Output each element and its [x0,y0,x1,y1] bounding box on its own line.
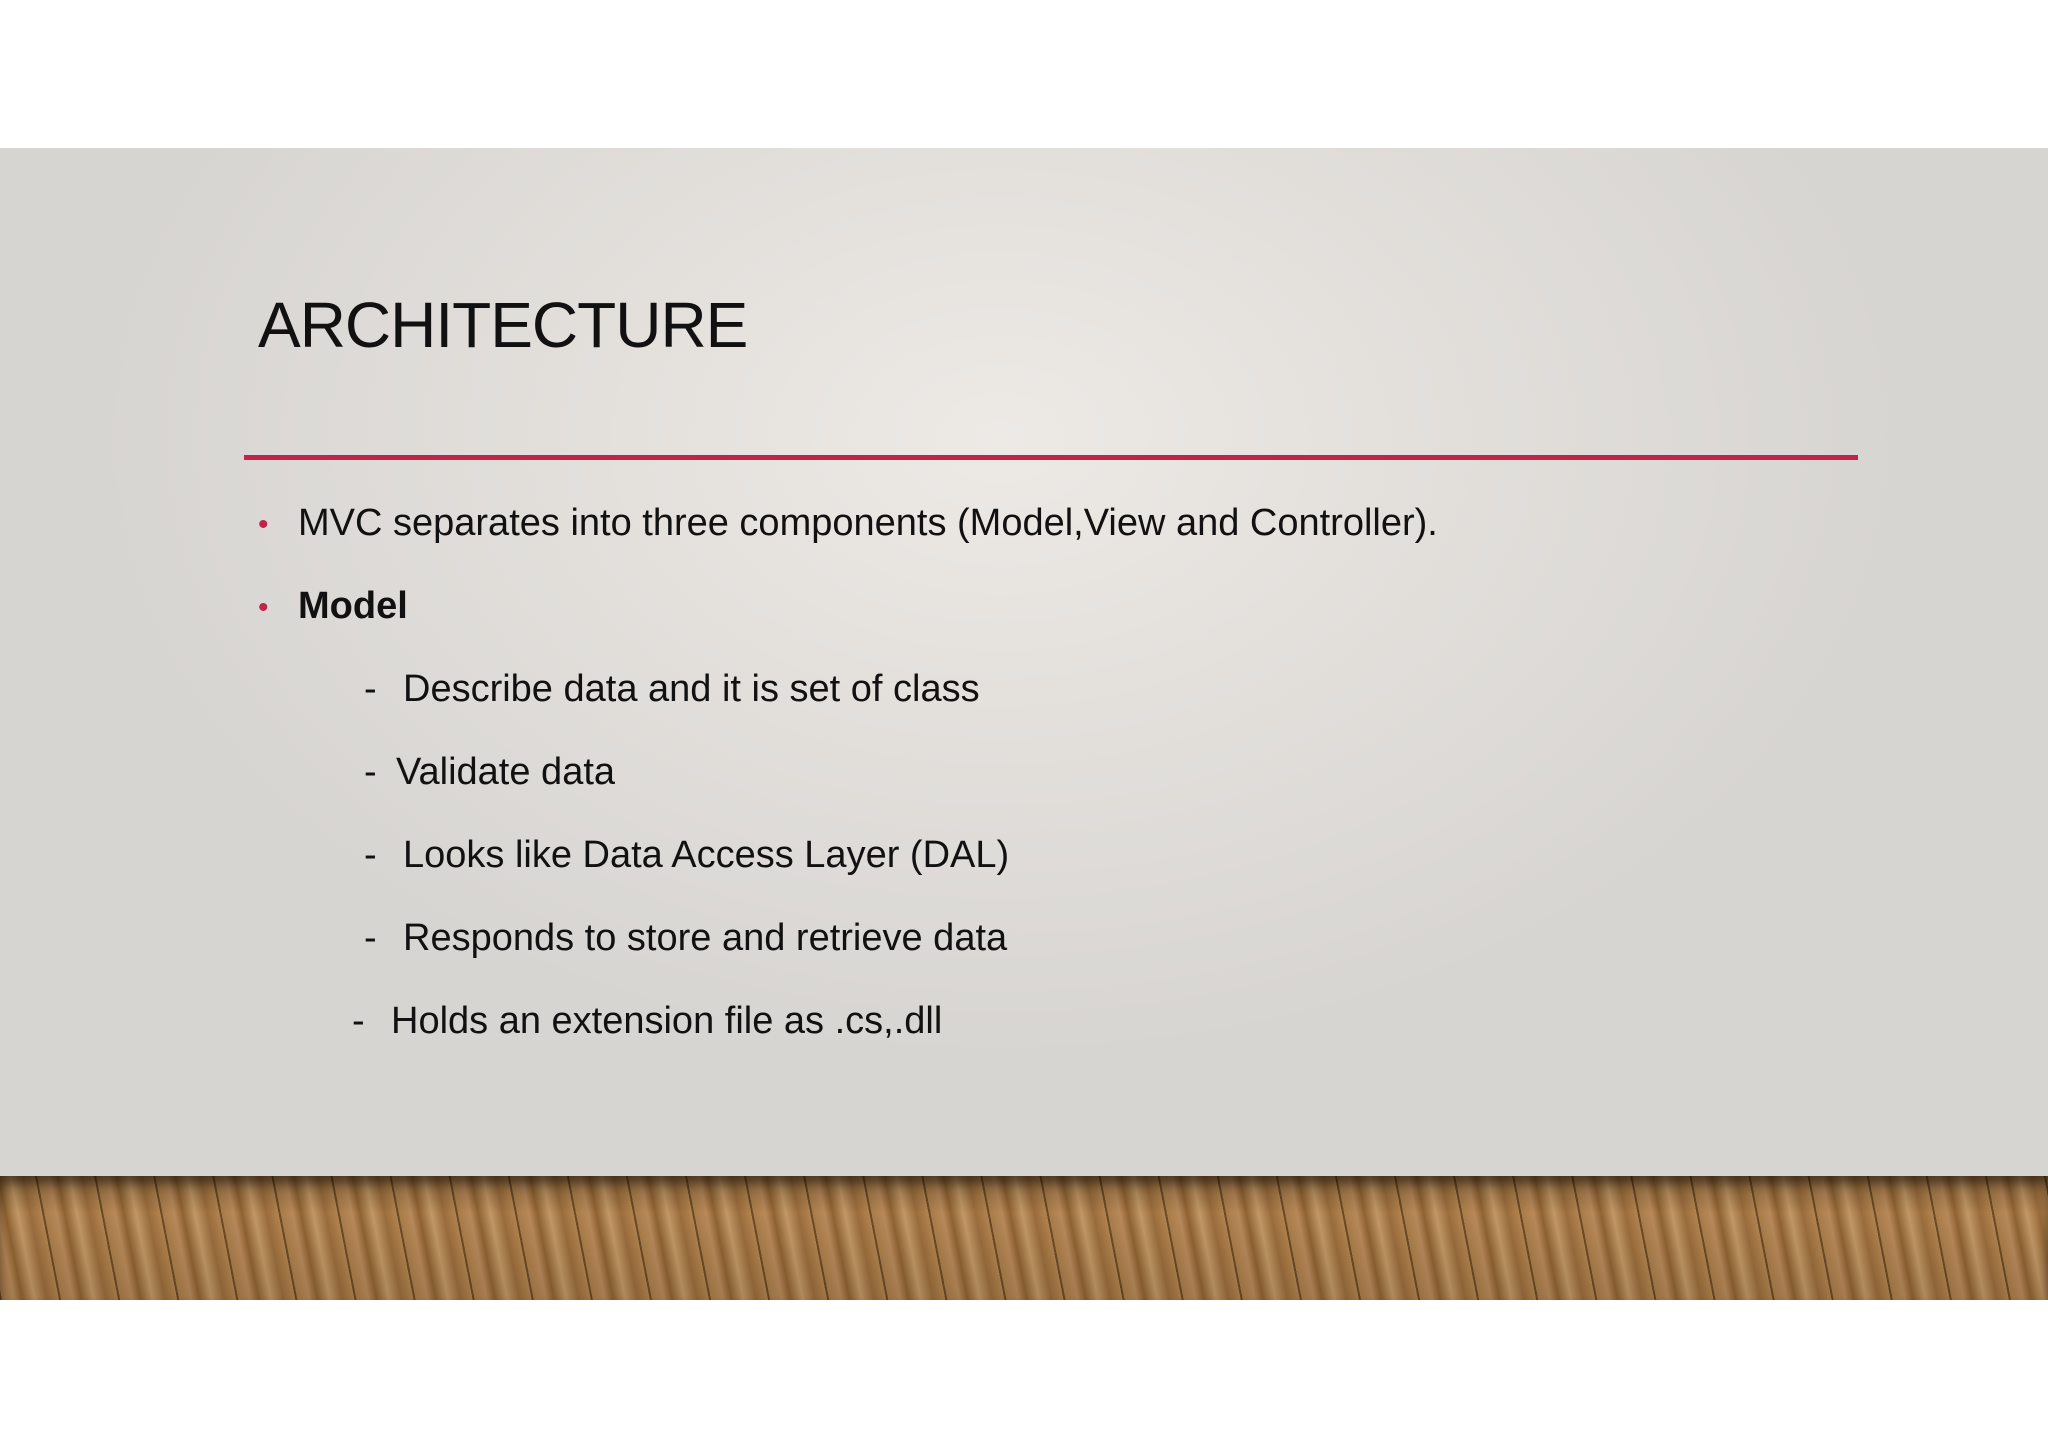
title-divider [244,455,1858,460]
sub-item-extension-file: Holds an extension file as .cs,.dll [391,1000,943,1042]
bullet-marker: • [258,591,269,624]
slide [0,148,2048,1300]
sub-item-describe-data: Describe data and it is set of class [403,668,980,710]
sub-item-dash: - [364,751,377,793]
bullet-mvc-text: MVC separates into three components (Model,View and Controller). [298,502,1438,544]
sub-item-store-retrieve: Responds to store and retrieve data [403,917,1008,959]
sub-item-dash: - [364,834,377,876]
wood-floor-image [0,1176,2048,1300]
bullet-marker: • [258,508,269,541]
sub-item-dal: Looks like Data Access Layer (DAL) [403,834,1010,876]
bullet-model-text: Model [298,585,408,627]
sub-item-validate-data: Validate data [396,751,616,793]
sub-item-dash: - [364,668,377,710]
slide-title: ARCHITECTURE [258,289,748,361]
sub-item-dash: - [364,917,377,959]
sub-item-dash: - [352,1000,365,1042]
